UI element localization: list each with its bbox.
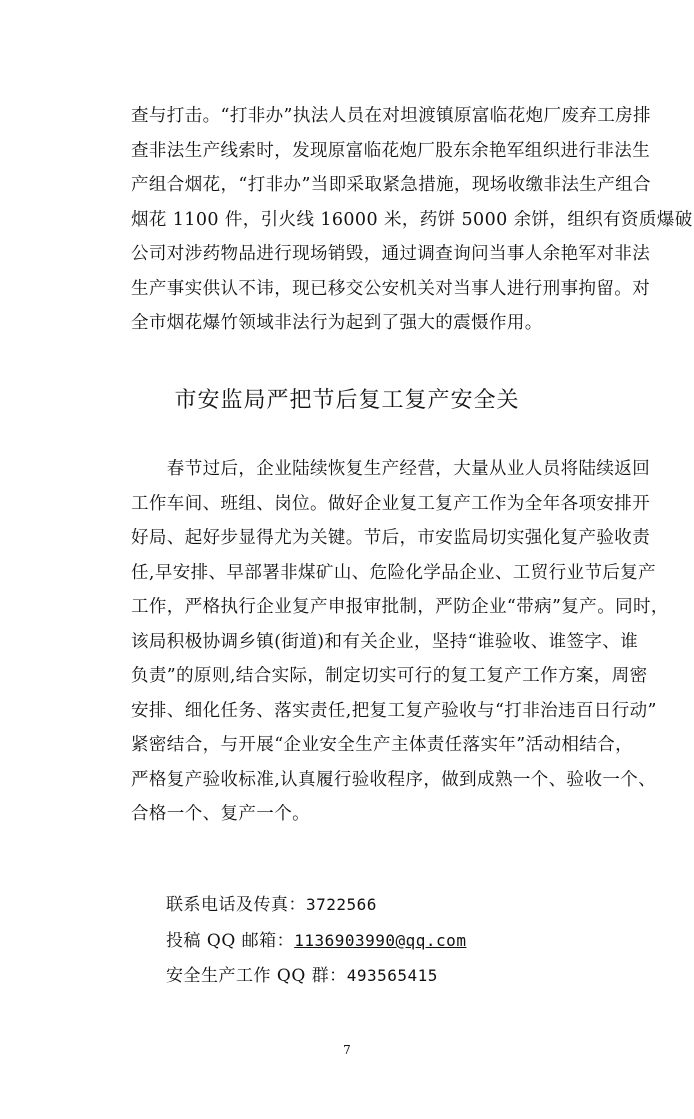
contact-phone-fax xyxy=(166,890,377,915)
text-line: 全市烟花爆竹领域非法行为起到了强大的震慑作用。 xyxy=(131,313,543,333)
text-line: 严格复产验收标准,认真履行验收程序，做到成熟一个、验收一个、 xyxy=(131,769,657,790)
text-line: 安排、细化任务、落实责任,把复工复产验收与“打非治违百日行动” xyxy=(131,700,657,721)
text-line: 查与打击。“打非办”执法人员在对坦渡镇原富临花炮厂废弃工房排 xyxy=(131,106,651,126)
text-line: 紧密结合，与开展“企业安全生产主体责任落实年”活动相结合， xyxy=(131,735,633,755)
qq-group-number: 493565415 xyxy=(346,966,438,985)
email-label: 投稿 QQ 邮箱： xyxy=(166,931,295,951)
text-line: 产组合烟花，“打非办”当即采取紧急措施，现场收缴非法生产组合 xyxy=(131,175,651,195)
text-line: 好局、起好步显得尤为关键。节后，市安监局切实强化复产验收责 xyxy=(131,528,651,548)
text-line: 任,早安排、早部署非煤矿山、危险化学品企业、工贸行业节后复产 xyxy=(131,562,657,583)
contact-qq-group xyxy=(166,961,438,986)
phone-label: 联系电话及传真： xyxy=(166,895,306,915)
text-line: 烟花 1100 件，引火线 16000 米，药饼 5000 余饼，组织有资质爆破 xyxy=(131,209,693,230)
page-number: 7 xyxy=(343,1043,351,1057)
phone-number: 3722566 xyxy=(306,895,377,914)
text-line: 公司对涉药物品进行现场销毁，通过调查询问当事人余艳军对非法 xyxy=(131,244,651,264)
section-heading: 市安监局严把节后复工复产安全关 xyxy=(174,388,520,413)
contact-email xyxy=(166,926,466,951)
qq-group-label: 安全生产工作 QQ 群： xyxy=(166,966,347,986)
text-line: 生产事实供认不讳，现已移交公安机关对当事人进行刑事拘留。对 xyxy=(131,278,651,299)
text-line: 查非法生产线索时，发现原富临花炮厂股东余艳军组织进行非法生 xyxy=(131,140,651,161)
text-line: 工作，严格执行企业复产申报审批制，严防企业“带病”复产。同时， xyxy=(131,597,669,617)
text-line: 春节过后，企业陆续恢复生产经营，大量从业人员将陆续返回 xyxy=(131,459,651,479)
body-paragraph-resumption xyxy=(131,452,694,832)
email-link[interactable]: 1136903990@qq.com xyxy=(294,931,467,950)
body-paragraph-enforcement xyxy=(131,99,694,341)
text-line: 负责”的原则,结合实际，制定切实可行的复工复产工作方案，周密 xyxy=(131,666,648,686)
text-line: 工作车间、班组、岗位。做好企业复工复产工作为全年各项安排开 xyxy=(131,493,651,514)
text-line: 合格一个、复产一个。 xyxy=(131,804,310,824)
text-line: 该局积极协调乡镇(街道)和有关企业，坚持“谁验收、谁签字、谁 xyxy=(131,631,639,652)
